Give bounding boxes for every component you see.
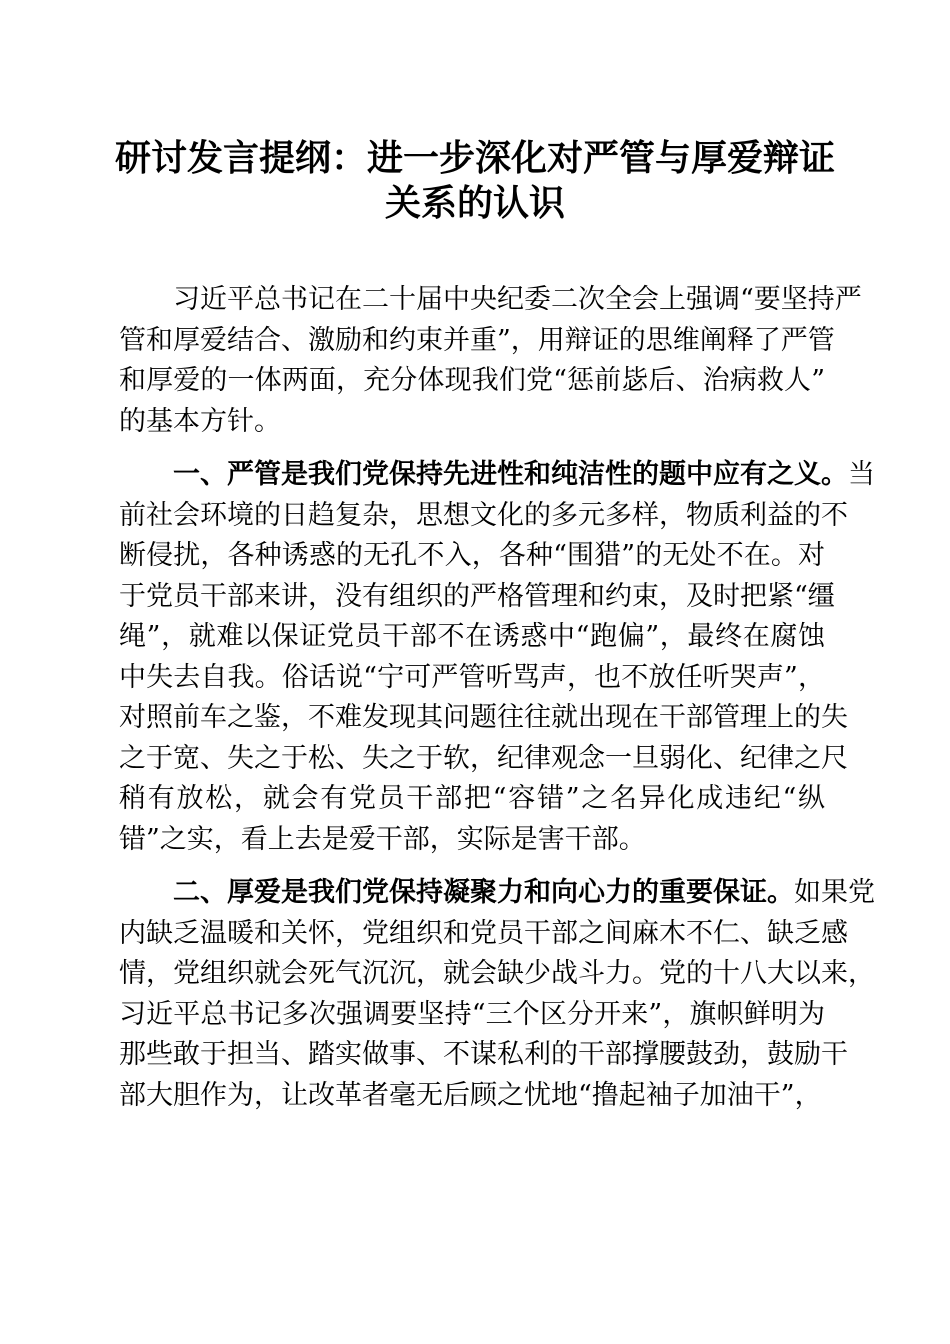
text-line <box>119 617 825 658</box>
text-line <box>119 698 848 739</box>
line-text: 当 <box>848 459 875 490</box>
line-text: 习近平总书记多次强调要坚持“三个区分开来”，旗帜鲜明为 <box>119 998 825 1030</box>
line-text: 中失去自我。俗话说“宁可严管听骂声，也不放任听哭声”， <box>119 661 825 693</box>
text-line <box>119 658 825 699</box>
text-line <box>119 1076 825 1117</box>
text-line <box>119 536 825 577</box>
line-text: 绳”，就难以保证党员干部不在诱惑中“跑偏”，最终在腐蚀 <box>119 621 825 652</box>
document-body <box>119 280 875 1129</box>
line-text: 情，党组织就会死气沉沉，就会缺少战斗力。党的十八大以来， <box>119 958 875 989</box>
paragraph <box>119 873 875 1116</box>
line-text: 那些敢于担当、踏实做事、不谋私利的干部撑腰鼓劲，鼓励干 <box>119 1039 848 1070</box>
text-line <box>119 577 835 618</box>
document-title <box>100 136 850 226</box>
line-text: 前社会环境的日趋复杂，思想文化的多元多样，物质利益的不 <box>119 499 848 531</box>
text-line <box>119 361 825 402</box>
line-text: 管和厚爱结合、激励和约束并重”，用辩证的思维阐释了严管 <box>119 324 835 356</box>
line-text: 内缺乏温暖和关怀，党组织和党员干部之间麻木不仁、缺乏感 <box>119 917 848 949</box>
paragraph <box>119 280 862 442</box>
title-line: 研讨发言提纲：进一步深化对严管与厚爱辩证 <box>114 137 835 179</box>
line-text: 和厚爱的一体两面，充分体现我们党“惩前毖后、治病救人” <box>119 365 825 396</box>
line-text: 对照前车之鉴，不难发现其问题往往就出现在干部管理上的失 <box>119 702 848 733</box>
text-line <box>119 779 825 820</box>
line-text: 之于宽、失之于松、失之于软，纪律观念一旦弱化、纪律之尺 <box>119 742 848 774</box>
text-line <box>119 455 875 496</box>
line-text: 部大胆作为，让改革者毫无后顾之忧地“撸起袖子加油干”， <box>119 1079 822 1111</box>
line-text: 于党员干部来讲，没有组织的严格管理和约束，及时把紧“缰 <box>119 580 835 612</box>
text-line <box>119 914 848 955</box>
text-line <box>119 739 848 780</box>
section-heading: 一、严管是我们党保持先进性和纯洁性的题中应有之义。 <box>173 459 848 490</box>
text-line <box>119 402 825 443</box>
text-line <box>119 1035 848 1076</box>
section-heading: 二、厚爱是我们党保持凝聚力和向心力的重要保证。 <box>173 877 794 908</box>
text-line <box>119 321 835 362</box>
text-line <box>119 496 848 537</box>
title-line: 关系的认识 <box>384 182 565 224</box>
line-text: 稍有放松，就会有党员干部把“容错”之名异化成违纪“纵 <box>119 783 825 814</box>
line-text: 如果党 <box>794 877 875 908</box>
line-text: 习近平总书记在二十届中央纪委二次全会上强调“要坚持严 <box>173 284 862 315</box>
line-text: 的基本方针。 <box>119 405 281 437</box>
text-line <box>119 954 875 995</box>
text-line <box>119 820 825 861</box>
text-line <box>119 873 875 914</box>
line-text: 断侵扰，各种诱惑的无孔不入，各种“围猎”的无处不在。对 <box>119 540 825 571</box>
paragraph <box>119 455 875 860</box>
line-text: 错”之实，看上去是爱干部，实际是害干部。 <box>119 823 646 855</box>
text-line <box>119 995 825 1036</box>
text-line <box>119 280 862 321</box>
